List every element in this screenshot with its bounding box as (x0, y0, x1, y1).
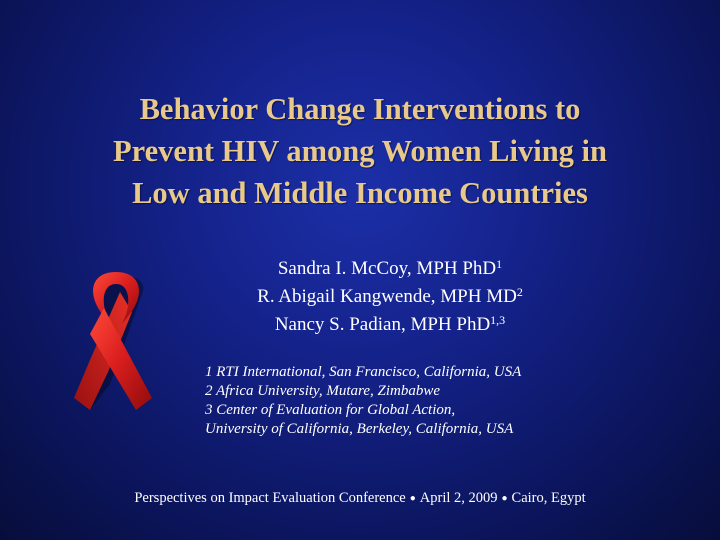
title-line-3: Low and Middle Income Countries (132, 176, 588, 210)
bullet-separator: ● (501, 493, 508, 504)
author-name: R. Abigail Kangwende, MPH MD (257, 286, 517, 307)
author-affiliation-mark: 2 (516, 285, 523, 299)
title-line-2: Prevent HIV among Women Living in (113, 134, 607, 168)
author-name: Sandra I. McCoy, MPH PhD (277, 258, 497, 279)
affiliation-line-4: University of California, Berkeley, California, USA (205, 421, 514, 437)
author-3 (190, 311, 590, 339)
red-ribbon-icon (60, 268, 170, 418)
affiliation-line-3: 3 Center of Evaluation for Global Action, (205, 402, 456, 418)
author-affiliation-mark: 1,3 (490, 313, 506, 327)
author-1 (190, 255, 590, 283)
conference-name: Perspectives on Impact Evaluation Conference (134, 490, 406, 506)
bullet-separator: ● (409, 493, 416, 504)
title-line-1: Behavior Change Interventions to (139, 92, 581, 126)
author-name: Nancy S. Padian, MPH PhD (274, 314, 491, 335)
author-2 (190, 283, 590, 311)
affiliation-line-2: 2 Africa University, Mutare, Zimbabwe (205, 383, 440, 399)
author-list (190, 255, 590, 339)
affiliation-line-1: 1 RTI International, San Francisco, California, USA (205, 364, 522, 380)
author-affiliation-mark: 1 (496, 257, 503, 271)
slide-title (30, 88, 690, 214)
conference-location: Cairo, Egypt (511, 490, 586, 506)
slide-footer (0, 490, 720, 507)
affiliation-list (205, 363, 605, 439)
conference-date: April 2, 2009 (419, 490, 498, 506)
